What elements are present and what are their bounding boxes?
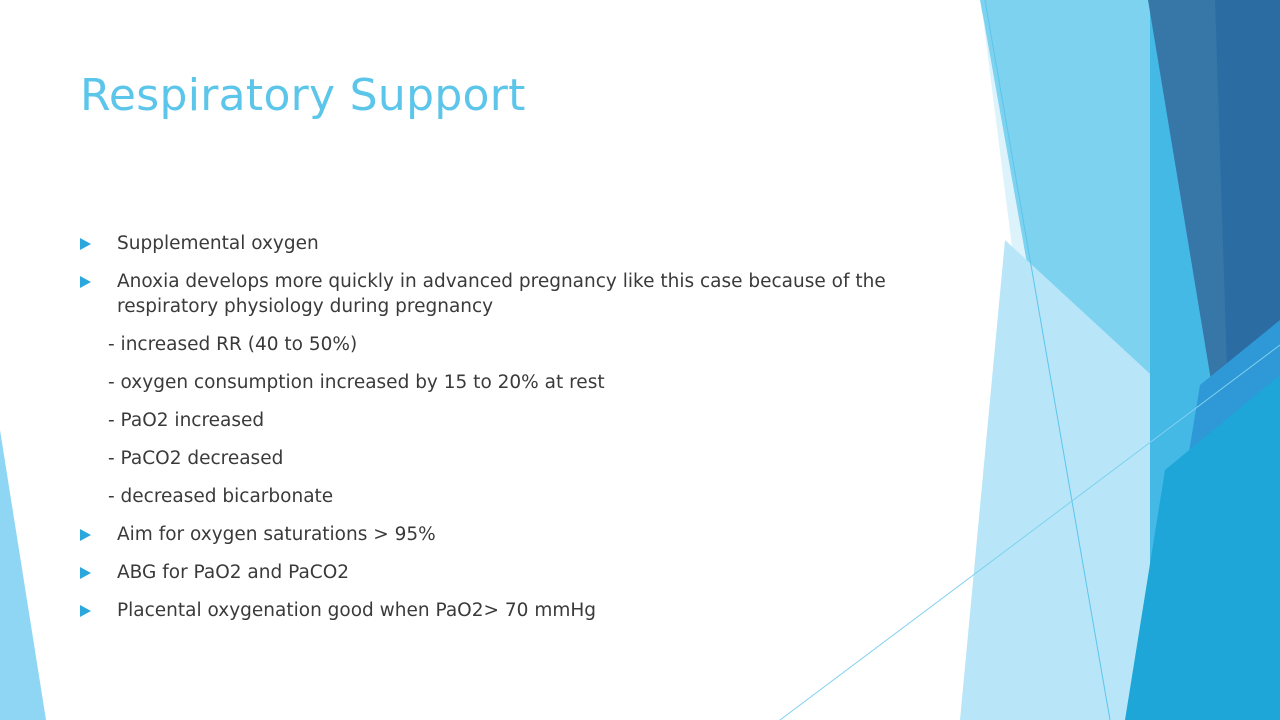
- bullet-item: [80, 269, 980, 319]
- item-text: ABG for PaO2 and PaCO2: [117, 562, 350, 583]
- sub-bullet-item: [80, 446, 980, 471]
- item-text: - oxygen consumption increased by 15 to 20% at rest: [108, 372, 605, 393]
- sub-bullet-item: [80, 332, 980, 357]
- sub-bullet-item: [80, 408, 980, 433]
- bullet-arrow-icon: [80, 529, 91, 541]
- bullet-item: [80, 560, 980, 585]
- item-text: - decreased bicarbonate: [108, 486, 334, 507]
- bullet-arrow-icon: [80, 605, 91, 617]
- bullet-arrow-icon: [80, 567, 91, 579]
- left-sliver-shape: [0, 430, 46, 720]
- slide-title: Respiratory Support: [80, 70, 526, 121]
- bullet-arrow-icon: [80, 238, 91, 250]
- item-text: Placental oxygenation good when PaO2> 70 mmHg: [117, 600, 597, 621]
- sub-bullet-item: [80, 484, 980, 509]
- slide-content: [80, 231, 980, 636]
- item-text: Supplemental oxygen: [117, 233, 319, 254]
- sub-bullet-item: [80, 370, 980, 395]
- bullet-item: [80, 231, 980, 256]
- item-text: Aim for oxygen saturations > 95%: [117, 524, 436, 545]
- bullet-item: [80, 598, 980, 623]
- bullet-item: [80, 522, 980, 547]
- item-text: - increased RR (40 to 50%): [108, 334, 358, 355]
- bullet-arrow-icon: [80, 276, 91, 288]
- item-text: Anoxia develops more quickly in advanced pregnancy like this case because of the respiratory physiology during pregnancy: [117, 271, 886, 317]
- item-text: - PaCO2 decreased: [108, 448, 284, 469]
- item-text: - PaO2 increased: [108, 410, 265, 431]
